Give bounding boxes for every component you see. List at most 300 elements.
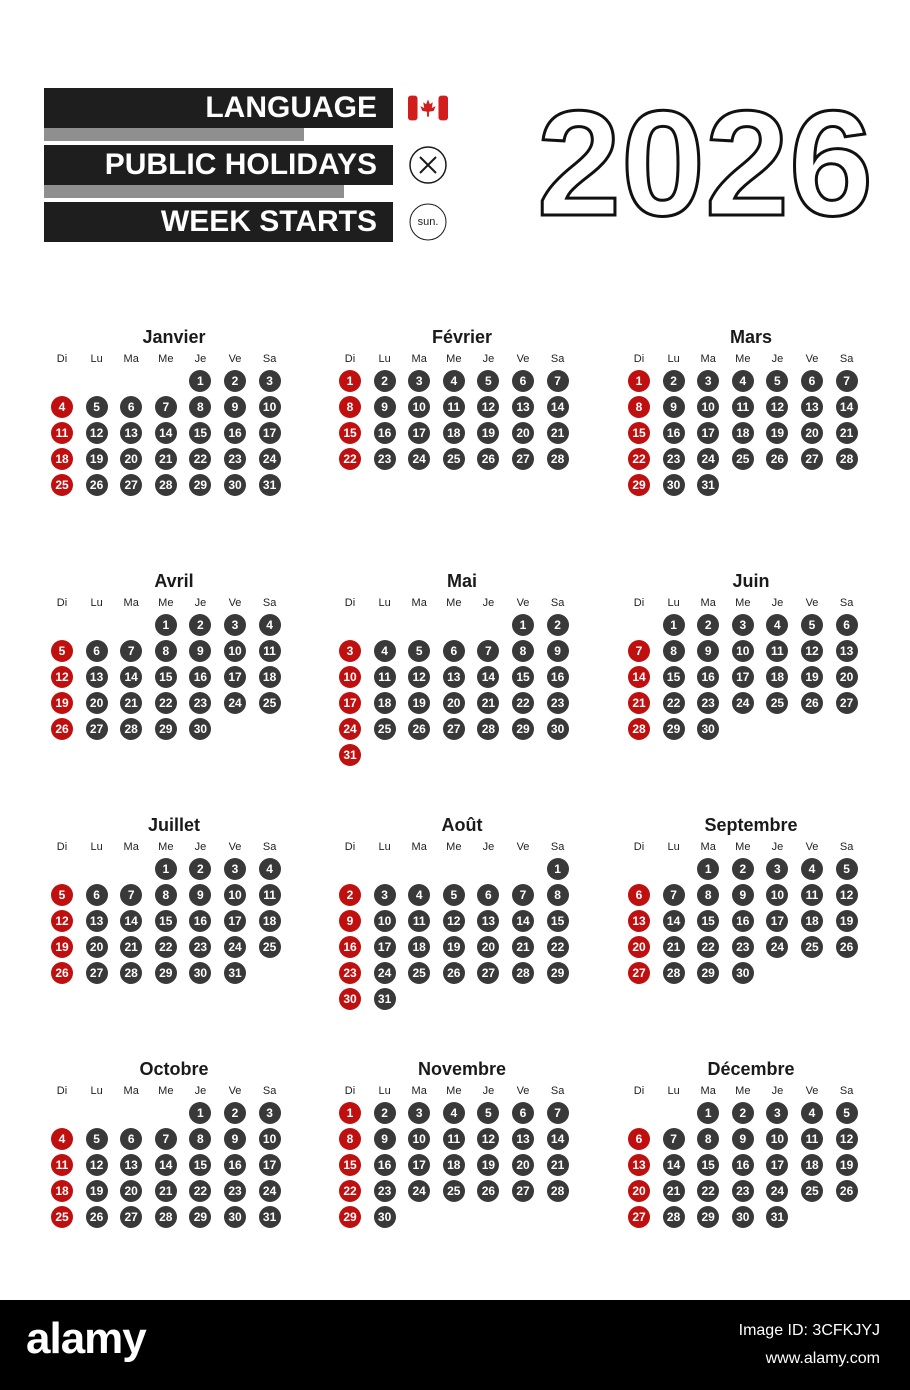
sunday-day: 16 (339, 936, 361, 958)
sunday-day: 11 (51, 422, 73, 444)
day-cell: 4 (443, 370, 465, 392)
day-cell: 7 (836, 370, 858, 392)
day-cell: 30 (547, 718, 569, 740)
day-cell: 8 (155, 884, 177, 906)
day-cell: 18 (732, 422, 754, 444)
day-cell: 19 (836, 910, 858, 932)
day-cell: 22 (697, 936, 719, 958)
month-title: Novembre (417, 1059, 507, 1079)
weekday-label: Lu (667, 353, 680, 365)
weekday-label: Me (158, 597, 174, 609)
day-cell: 2 (189, 858, 211, 880)
day-cell: 27 (836, 692, 858, 714)
weekday-label: Di (344, 353, 356, 365)
day-cell: 11 (374, 666, 396, 688)
day-cell: 23 (224, 1180, 246, 1202)
day-cell: 24 (766, 936, 788, 958)
day-cell: 20 (836, 666, 858, 688)
day-cell: 2 (374, 1102, 396, 1124)
sunday-day: 1 (339, 370, 361, 392)
day-cell: 27 (512, 1180, 534, 1202)
sunday-day: 29 (339, 1206, 361, 1228)
day-cell: 4 (259, 858, 281, 880)
day-cell: 10 (259, 396, 281, 418)
sunday-day: 8 (339, 1128, 361, 1150)
weekday-label: Ve (805, 841, 819, 853)
day-cell: 12 (836, 884, 858, 906)
sunday-day: 19 (51, 936, 73, 958)
month-3 (628, 327, 874, 527)
day-cell: 3 (766, 1102, 788, 1124)
day-cell: 27 (86, 718, 108, 740)
day-cell: 26 (86, 1206, 108, 1228)
day-cell: 12 (477, 1128, 499, 1150)
day-cell: 14 (512, 910, 534, 932)
day-cell: 16 (697, 666, 719, 688)
day-cell: 2 (224, 370, 246, 392)
sunday-day: 15 (339, 422, 361, 444)
month-title: Avril (154, 571, 194, 591)
day-cell: 10 (766, 884, 788, 906)
weekday-label: Di (633, 841, 645, 853)
weekday-label: Sa (839, 841, 854, 853)
day-cell: 4 (766, 614, 788, 636)
day-cell: 22 (547, 936, 569, 958)
day-cell: 13 (86, 666, 108, 688)
day-cell: 31 (224, 962, 246, 984)
day-cell: 26 (443, 962, 465, 984)
day-cell: 4 (259, 614, 281, 636)
day-cell: 5 (836, 1102, 858, 1124)
month-title: Août (441, 815, 483, 835)
sunday-day: 28 (628, 718, 650, 740)
day-cell: 17 (374, 936, 396, 958)
day-cell: 25 (732, 448, 754, 470)
sunday-day: 10 (339, 666, 361, 688)
day-cell: 17 (408, 1154, 430, 1176)
day-cell: 6 (801, 370, 823, 392)
day-cell: 24 (732, 692, 754, 714)
day-cell: 12 (408, 666, 430, 688)
day-cell: 31 (697, 474, 719, 496)
day-cell: 6 (120, 396, 142, 418)
sunday-day: 17 (339, 692, 361, 714)
sunday-day: 31 (339, 744, 361, 766)
day-cell: 31 (374, 988, 396, 1010)
month-11 (339, 1059, 585, 1259)
day-cell: 19 (86, 448, 108, 470)
sunday-day: 19 (51, 692, 73, 714)
weekday-label: Lu (667, 597, 680, 609)
weekday-label: Lu (90, 1085, 103, 1097)
month-title: Septembre (704, 815, 798, 835)
day-cell: 2 (697, 614, 719, 636)
canada-flag-icon (408, 88, 448, 128)
day-cell: 13 (443, 666, 465, 688)
day-cell: 29 (547, 962, 569, 984)
day-cell: 10 (697, 396, 719, 418)
day-cell: 10 (408, 396, 430, 418)
day-cell: 12 (86, 422, 108, 444)
day-cell: 9 (189, 884, 211, 906)
day-cell: 16 (732, 910, 754, 932)
month-title: Juin (732, 571, 770, 591)
day-cell: 24 (259, 448, 281, 470)
day-cell: 16 (547, 666, 569, 688)
day-cell: 21 (155, 1180, 177, 1202)
day-cell: 12 (443, 910, 465, 932)
day-cell: 21 (477, 692, 499, 714)
day-cell: 18 (259, 666, 281, 688)
day-cell: 4 (374, 640, 396, 662)
weekday-label: Me (735, 353, 751, 365)
sunday-day: 8 (339, 396, 361, 418)
month-1 (51, 327, 297, 527)
day-cell: 8 (155, 640, 177, 662)
day-cell: 23 (224, 448, 246, 470)
day-cell: 28 (547, 448, 569, 470)
day-cell: 19 (836, 1154, 858, 1176)
day-cell: 3 (408, 370, 430, 392)
day-cell: 12 (477, 396, 499, 418)
day-cell: 13 (120, 1154, 142, 1176)
footer-url: www.alamy.com (765, 1350, 880, 1367)
day-cell: 13 (477, 910, 499, 932)
day-cell: 26 (836, 1180, 858, 1202)
sunday-day: 25 (51, 474, 73, 496)
day-cell: 19 (408, 692, 430, 714)
day-cell: 5 (443, 884, 465, 906)
day-cell: 16 (224, 1154, 246, 1176)
day-cell: 25 (374, 718, 396, 740)
sunday-day: 27 (628, 962, 650, 984)
day-cell: 15 (155, 910, 177, 932)
image-id: Image ID: 3CFKJYJ (738, 1322, 880, 1339)
day-cell: 3 (259, 1102, 281, 1124)
day-cell: 14 (836, 396, 858, 418)
sunday-day: 8 (628, 396, 650, 418)
month-title: Mars (729, 327, 773, 347)
week-start-value: sun. (417, 216, 439, 228)
day-cell: 30 (224, 474, 246, 496)
weekday-label: Me (158, 841, 174, 853)
weekday-label: Ma (123, 353, 139, 365)
day-cell: 7 (512, 884, 534, 906)
sunday-day: 27 (628, 1206, 650, 1228)
day-cell: 12 (801, 640, 823, 662)
day-cell: 8 (189, 1128, 211, 1150)
day-cell: 19 (443, 936, 465, 958)
day-cell: 9 (224, 1128, 246, 1150)
day-cell: 11 (408, 910, 430, 932)
day-cell: 8 (697, 884, 719, 906)
day-cell: 9 (732, 884, 754, 906)
sunday-day: 14 (628, 666, 650, 688)
weekday-label: Lu (90, 353, 103, 365)
day-cell: 13 (86, 910, 108, 932)
weekday-label: Sa (262, 1085, 277, 1097)
day-cell: 4 (443, 1102, 465, 1124)
weekday-label: Ve (805, 353, 819, 365)
day-cell: 11 (259, 884, 281, 906)
weekday-label: Je (482, 353, 495, 365)
day-cell: 29 (697, 962, 719, 984)
day-cell: 30 (663, 474, 685, 496)
day-cell: 15 (547, 910, 569, 932)
day-cell: 22 (189, 448, 211, 470)
day-cell: 18 (408, 936, 430, 958)
month-7 (51, 815, 297, 1015)
weekday-label: Sa (839, 1085, 854, 1097)
day-cell: 30 (732, 962, 754, 984)
day-cell: 22 (512, 692, 534, 714)
day-cell: 17 (408, 422, 430, 444)
day-cell: 5 (86, 396, 108, 418)
day-cell: 10 (224, 884, 246, 906)
year-display (535, 95, 875, 225)
day-cell: 15 (697, 910, 719, 932)
weekday-label: Ve (805, 597, 819, 609)
day-cell: 29 (512, 718, 534, 740)
day-cell: 25 (766, 692, 788, 714)
weekday-label: Ma (411, 841, 427, 853)
day-cell: 14 (120, 666, 142, 688)
day-cell: 1 (547, 858, 569, 880)
day-cell: 21 (547, 1154, 569, 1176)
sunday-day: 22 (628, 448, 650, 470)
month-2 (339, 327, 585, 527)
day-cell: 1 (512, 614, 534, 636)
day-cell: 24 (408, 448, 430, 470)
day-cell: 5 (801, 614, 823, 636)
month-title: Décembre (707, 1059, 795, 1079)
day-cell: 5 (836, 858, 858, 880)
day-cell: 26 (836, 936, 858, 958)
day-cell: 18 (766, 666, 788, 688)
day-cell: 24 (259, 1180, 281, 1202)
day-cell: 28 (120, 962, 142, 984)
weekday-label: Ma (123, 841, 139, 853)
day-cell: 1 (155, 614, 177, 636)
month-12 (628, 1059, 874, 1259)
day-cell: 9 (224, 396, 246, 418)
day-cell: 5 (477, 1102, 499, 1124)
sunday-day: 22 (339, 448, 361, 470)
day-cell: 20 (86, 692, 108, 714)
day-cell: 22 (663, 692, 685, 714)
sunday-day: 29 (628, 474, 650, 496)
day-cell: 17 (259, 1154, 281, 1176)
day-cell: 21 (120, 936, 142, 958)
day-cell: 18 (259, 910, 281, 932)
day-cell: 27 (120, 474, 142, 496)
sunday-day: 6 (628, 1128, 650, 1150)
weekday-label: Sa (550, 597, 565, 609)
day-cell: 7 (547, 370, 569, 392)
weekday-label: Lu (667, 1085, 680, 1097)
sunday-day: 26 (51, 962, 73, 984)
sunday-day: 13 (628, 910, 650, 932)
month-6 (628, 571, 874, 771)
weekday-label: Je (194, 1085, 207, 1097)
day-cell: 2 (663, 370, 685, 392)
alamy-logo: alamy (26, 1314, 146, 1363)
weekday-label: Sa (262, 841, 277, 853)
weekday-label: Me (735, 1085, 751, 1097)
sunday-day: 5 (51, 640, 73, 662)
day-cell: 9 (374, 1128, 396, 1150)
sunday-day: 5 (51, 884, 73, 906)
weekday-label: Ve (516, 353, 530, 365)
day-cell: 30 (189, 962, 211, 984)
weekday-label: Me (735, 597, 751, 609)
sunday-day: 7 (628, 640, 650, 662)
day-cell: 27 (86, 962, 108, 984)
sunday-day: 12 (51, 666, 73, 688)
day-cell: 25 (443, 1180, 465, 1202)
sunday-day: 20 (628, 936, 650, 958)
day-cell: 29 (189, 1206, 211, 1228)
weekday-label: Di (56, 841, 68, 853)
day-cell: 8 (697, 1128, 719, 1150)
weekday-label: Di (633, 353, 645, 365)
month-title: Mai (446, 571, 477, 591)
sunday-day: 3 (339, 640, 361, 662)
day-cell: 17 (259, 422, 281, 444)
sunday-day: 26 (51, 718, 73, 740)
day-cell: 30 (189, 718, 211, 740)
day-cell: 17 (766, 910, 788, 932)
sunday-day: 4 (51, 396, 73, 418)
weekday-label: Ve (228, 1085, 242, 1097)
day-cell: 25 (259, 936, 281, 958)
day-cell: 25 (801, 936, 823, 958)
day-cell: 19 (477, 422, 499, 444)
weekday-label: Je (482, 597, 495, 609)
day-cell: 22 (697, 1180, 719, 1202)
day-cell: 30 (374, 1206, 396, 1228)
day-cell: 15 (189, 422, 211, 444)
day-cell: 26 (408, 718, 430, 740)
month-8 (339, 815, 585, 1015)
day-cell: 23 (732, 936, 754, 958)
day-cell: 25 (259, 692, 281, 714)
day-cell: 30 (732, 1206, 754, 1228)
week-starts-ribbon (44, 202, 393, 242)
day-cell: 21 (512, 936, 534, 958)
day-cell: 24 (224, 692, 246, 714)
day-cell: 6 (86, 640, 108, 662)
day-cell: 11 (766, 640, 788, 662)
weekday-label: Ma (700, 1085, 716, 1097)
day-cell: 15 (697, 1154, 719, 1176)
day-cell: 2 (189, 614, 211, 636)
day-cell: 6 (836, 614, 858, 636)
sunday-day: 30 (339, 988, 361, 1010)
calendar-header (0, 0, 910, 300)
day-cell: 23 (374, 448, 396, 470)
weekday-label: Ve (228, 841, 242, 853)
day-cell: 11 (801, 1128, 823, 1150)
day-cell: 26 (477, 448, 499, 470)
day-cell: 23 (547, 692, 569, 714)
day-cell: 23 (189, 936, 211, 958)
day-cell: 16 (374, 1154, 396, 1176)
day-cell: 26 (86, 474, 108, 496)
day-cell: 10 (224, 640, 246, 662)
year-text: 2026 (537, 95, 873, 225)
day-cell: 8 (189, 396, 211, 418)
day-cell: 21 (663, 936, 685, 958)
day-cell: 6 (512, 370, 534, 392)
month-title: Février (431, 327, 493, 347)
day-cell: 26 (801, 692, 823, 714)
weekday-label: Ma (700, 597, 716, 609)
day-cell: 4 (801, 1102, 823, 1124)
day-cell: 28 (512, 962, 534, 984)
day-cell: 18 (801, 910, 823, 932)
month-title: Juillet (147, 815, 200, 835)
weekday-label: Ma (411, 1085, 427, 1097)
sunday-day: 6 (628, 884, 650, 906)
weekday-label: Lu (378, 353, 391, 365)
day-cell: 28 (663, 962, 685, 984)
day-cell: 14 (155, 422, 177, 444)
day-cell: 25 (443, 448, 465, 470)
weekday-label: Me (446, 597, 462, 609)
ribbon-shadow (44, 127, 304, 141)
day-cell: 7 (155, 396, 177, 418)
day-cell: 24 (408, 1180, 430, 1202)
weekday-label: Ma (411, 597, 427, 609)
weekday-label: Je (771, 353, 784, 365)
day-cell: 17 (224, 910, 246, 932)
weekday-label: Je (771, 1085, 784, 1097)
day-cell: 6 (443, 640, 465, 662)
weekday-label: Lu (667, 841, 680, 853)
weekday-label: Ma (123, 597, 139, 609)
day-cell: 27 (512, 448, 534, 470)
day-cell: 23 (732, 1180, 754, 1202)
day-cell: 10 (259, 1128, 281, 1150)
day-cell: 5 (477, 370, 499, 392)
holidays-ribbon (44, 145, 393, 185)
weekday-label: Lu (90, 841, 103, 853)
day-cell: 24 (697, 448, 719, 470)
day-cell: 28 (477, 718, 499, 740)
day-cell: 22 (189, 1180, 211, 1202)
day-cell: 3 (259, 370, 281, 392)
day-cell: 7 (120, 884, 142, 906)
day-cell: 20 (443, 692, 465, 714)
day-cell: 23 (374, 1180, 396, 1202)
day-cell: 11 (801, 884, 823, 906)
day-cell: 11 (443, 396, 465, 418)
weekday-label: Di (56, 597, 68, 609)
day-cell: 20 (512, 422, 534, 444)
weekday-label: Ve (228, 353, 242, 365)
day-cell: 20 (801, 422, 823, 444)
weekday-label: Sa (550, 841, 565, 853)
month-title: Octobre (139, 1059, 209, 1079)
weekday-label: Ma (123, 1085, 139, 1097)
day-cell: 29 (155, 962, 177, 984)
day-cell: 21 (155, 448, 177, 470)
sunday-day: 18 (51, 448, 73, 470)
day-cell: 2 (224, 1102, 246, 1124)
weekday-label: Lu (378, 841, 391, 853)
week-starts-label: WEEK STARTS (160, 205, 377, 238)
